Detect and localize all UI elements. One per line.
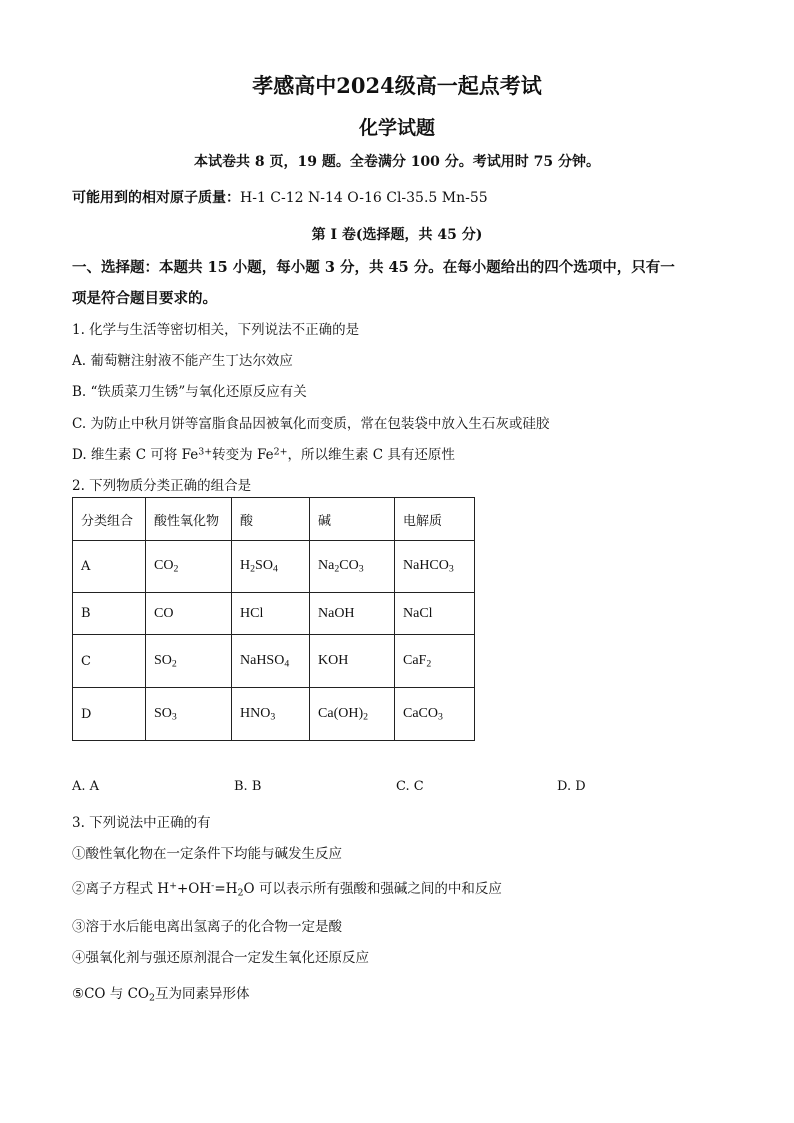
table-cell: KOH [310, 635, 395, 688]
subject-title: 化学试题 [358, 117, 435, 139]
q2-option-c: C. C [396, 779, 424, 794]
q1-d-sup2: 2+ [273, 446, 288, 458]
table-row [73, 593, 475, 635]
table-cell: NaHCO$_3$ [395, 541, 475, 593]
table-cell: NaOH [310, 593, 395, 635]
exam-info: 本试卷共 8 页，19 题。全卷满分 100 分。考试用时 75 分钟。 [193, 154, 601, 170]
table-cell: CaCO$_3$ [395, 688, 475, 741]
table-header-cell: 电解质 [395, 498, 475, 541]
q3-stem: 3. 下列说法中正确的有 [72, 815, 211, 831]
table-row [73, 541, 475, 593]
q3-statement-3: ③溶于水后能电离出氢离子的化合物一定是酸 [72, 919, 342, 935]
q1-option-d [72, 443, 455, 463]
table-cell: C [73, 635, 146, 688]
atomic-mass-line [72, 187, 488, 207]
q1-stem: 1. 化学与生活等密切相关，下列说法不正确的是 [72, 322, 360, 338]
table-cell: NaCl [395, 593, 475, 635]
table-cell: $CO_2$ [146, 541, 232, 593]
table-cell: $Na_2CO_3$ [310, 541, 395, 593]
atomic-mass-values: H-1 C-12 N-14 O-16 Cl-35.5 Mn-55 [240, 190, 488, 206]
q1-d-text3: ，所以维生素 C 具有还原性 [287, 447, 455, 463]
q2-stem: 2. 下列物质分类正确的组合是 [72, 478, 252, 494]
table-cell: HCl [232, 593, 310, 635]
table-row [73, 635, 475, 688]
q1-d-sup1: 3+ [198, 446, 213, 458]
table-header-cell: 酸性氧化物 [146, 498, 232, 541]
table-cell: NaHSO$_4$ [232, 635, 310, 688]
atomic-mass-label: 可能用到的相对原子质量： [72, 190, 240, 206]
q2-option-b: B. B [234, 779, 262, 794]
exam-title: 孝感高中2024级高一起点考试 [252, 73, 542, 98]
q1-d-text1: D. 维生素 C 可将 Fe [72, 447, 199, 463]
table-cell: D [73, 688, 146, 741]
q1-d-text2: 转变为 Fe [212, 447, 274, 463]
table-cell: $HNO_3$ [232, 688, 310, 741]
section-instruction-line2: 项是符合题目要求的。 [72, 290, 217, 307]
table-cell: B [73, 593, 146, 635]
table-cell: CaF$_2$ [395, 635, 475, 688]
q1-option-a: A. 葡萄糖注射液不能产生丁达尔效应 [72, 353, 293, 369]
table-cell: $Ca(OH)_2$ [310, 688, 395, 741]
table-cell: $SO_2$ [146, 635, 232, 688]
q2-option-d: D. D [557, 779, 586, 794]
q1-option-c: C. 为防止中秋月饼等富脂食品因被氧化而变质，常在包装袋中放入生石灰或硅胶 [72, 416, 550, 432]
table-cell: $H_2SO_4$ [232, 541, 310, 593]
section-instruction-line1: 一、选择题：本题共 15 小题，每小题 3 分，共 45 分。在每小题给出的四个选项中，只有一 [72, 259, 675, 276]
q2-option-a: A. A [72, 779, 100, 794]
q3-statement-2: ②离子方程式 $H^++OH^-=H_2O$ 可以表示所有强酸和强碱之间的中和反应 [72, 880, 502, 899]
table-cell: A [73, 541, 146, 593]
table-header-cell: 酸 [232, 498, 310, 541]
classification-table [72, 497, 475, 741]
q3-statement-1: ①酸性氧化物在一定条件下均能与碱发生反应 [72, 846, 342, 862]
table-cell: $SO_3$ [146, 688, 232, 741]
table-header-cell: 分类组合 [73, 498, 146, 541]
q3-statement-5: ⑤CO 与 $CO_2$互为同素异形体 [72, 986, 250, 1004]
q1-option-b: B. “铁质菜刀生锈”与氧化还原反应有关 [72, 384, 307, 400]
table-cell: CO [146, 593, 232, 635]
table-row [73, 688, 475, 741]
table-header-row [73, 498, 475, 541]
table-header-cell: 碱 [310, 498, 395, 541]
section-title: 第 I 卷(选择题，共 45 分) [311, 227, 483, 243]
q3-statement-4: ④强氧化剂与强还原剂混合一定发生氧化还原反应 [72, 950, 369, 966]
